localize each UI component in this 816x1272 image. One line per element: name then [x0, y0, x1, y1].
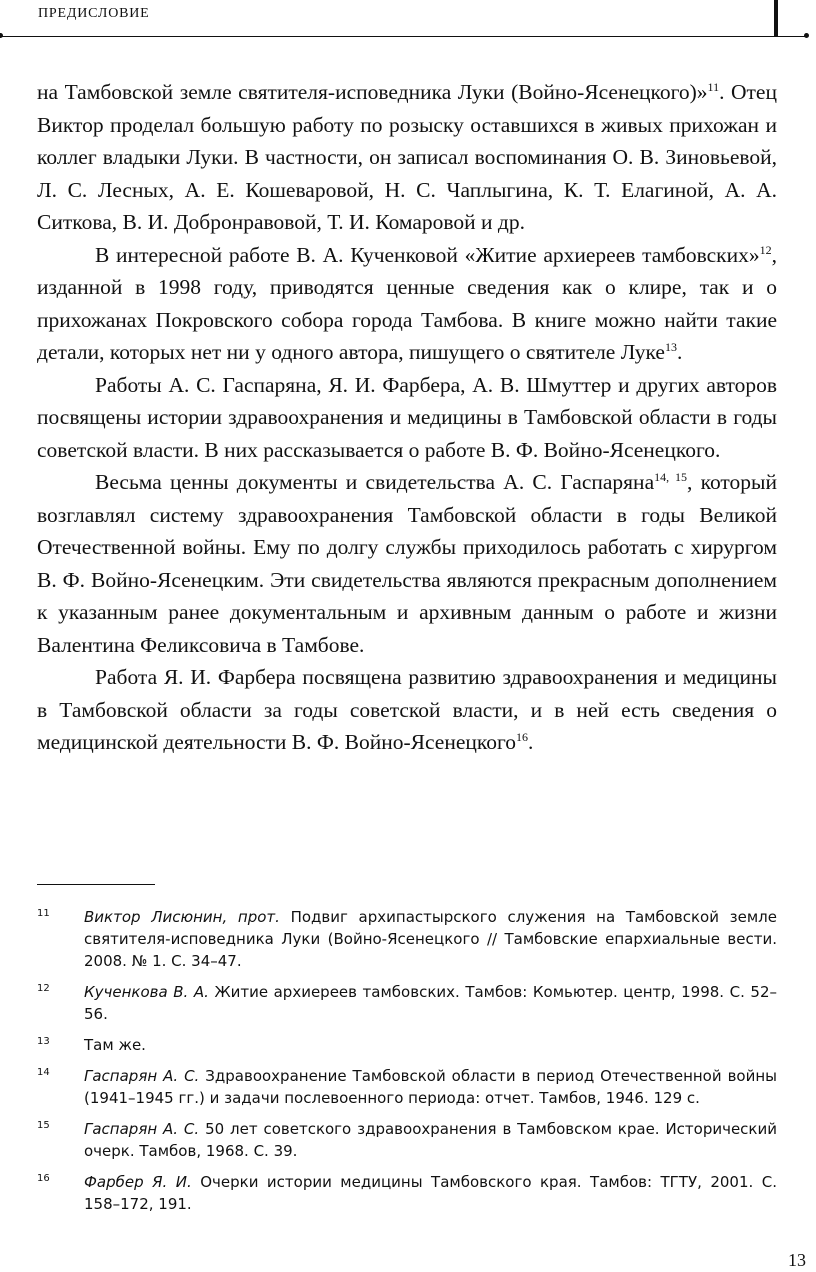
- page-number: 13: [788, 1250, 806, 1270]
- footnote-citation: Очерки истории медицины Тамбовского края. Тамбов: ТГТУ, 2001. С. 158–172, 191.: [84, 1173, 777, 1213]
- header-rule: [0, 36, 808, 37]
- footnote-citation: 50 лет советского здравоохранения в Тамбовском крае. Исторический очерк. Тамбов, 1968. С. 39.: [84, 1120, 777, 1160]
- body-paragraph: [37, 369, 777, 467]
- footnote-author: Гаспарян А. С.: [84, 1067, 200, 1085]
- paragraph-text: .: [676, 340, 683, 364]
- footnote: [37, 1171, 777, 1215]
- footnote: [37, 981, 777, 1025]
- paragraph-text: .: [528, 730, 534, 754]
- header-title: ПРЕДИСЛОВИЕ: [38, 6, 150, 21]
- footnote-separator: [37, 884, 155, 885]
- footnotes: [37, 906, 777, 1224]
- body-paragraph: [37, 76, 777, 239]
- footnote-author: Виктор Лисюнин, прот.: [84, 908, 280, 926]
- footnote-number: 16: [37, 1173, 50, 1184]
- footnote-number: 14: [37, 1067, 50, 1078]
- paragraph-text: , изданной в 1998 году, приводятся ценные сведения как о клире, так и о прихожанах Покровского собора города Тамбова. В книге можно найти такие детали, которых нет ни у одного автора, пишущего о святителе Луке: [37, 242, 777, 364]
- footnote: [37, 1065, 777, 1109]
- footnote-reference: 13: [664, 340, 677, 354]
- footnote-text: [84, 1065, 777, 1109]
- footnote: [37, 906, 777, 972]
- footnote-number: 12: [37, 983, 50, 994]
- paragraph-text: , который возглавлял систему здравоохранения Тамбовской области в годы Великой Отечественной войны. Ему по долгу службы приходилось работать с хирургом В. Ф. Войно-Ясенецким. Эти свидетельства являются прекрасным дополнением к указанным ранее документальным и архивным данным о работе и жизни Валентина Феликсовича в Тамбове.: [37, 470, 777, 657]
- paragraph-text: Работа Я. И. Фарбера посвящена развитию здравоохранения и медицины в Тамбовской области за годы советской власти, и в ней есть сведения о медицинской деятельности В. Ф. Войно-Ясенецкого: [37, 665, 777, 754]
- footnote-text: [84, 906, 777, 972]
- paragraph-text: на Тамбовской земле святителя-исповедника Луки (Войно-Ясенецкого)»: [37, 80, 708, 104]
- body-paragraph: [37, 661, 777, 759]
- header-vertical-bar: [774, 0, 778, 37]
- body-text: [37, 76, 777, 759]
- footnote-reference: 14, 15: [654, 470, 687, 484]
- footnote-reference: 12: [759, 242, 772, 257]
- footnote-author: Гаспарян А. С.: [84, 1120, 200, 1138]
- footnote-citation: Там же.: [84, 1036, 146, 1054]
- footnote-number: 13: [37, 1036, 50, 1047]
- footnote-citation: Здравоохранение Тамбовской области в период Отечественной войны (1941–1945 гг.) и задачи послевоенного периода: отчет. Тамбов, 1946. 129 с.: [84, 1067, 777, 1107]
- footnote-reference: 11: [707, 80, 720, 94]
- footnote-citation: Подвиг архипастырского служения на Тамбовской земле святителя-исповедника Луки (Войно-Ясенецкого // Тамбовские епархиальные вести. 2008. № 1. С. 34–47.: [84, 908, 777, 970]
- paragraph-text: В интересной работе В. А. Кученковой «Житие архиереев тамбовских»: [95, 242, 760, 267]
- header-rule-start-dot: [0, 33, 3, 38]
- header-rule-end-dot: [804, 33, 809, 38]
- paragraph-text: Работы А. С. Гаспаряна, Я. И. Фарбера, А. В. Шмуттер и других авторов посвящены истории здравоохранения и медицины в Тамбовской области в годы советской власти. В них рассказывается о работе В. Ф. Войно-Ясенецкого.: [37, 372, 777, 462]
- footnote-text: [84, 1171, 777, 1215]
- footnote-citation: Житие архиереев тамбовских. Тамбов: Комьютер. центр, 1998. С. 52–56.: [84, 983, 777, 1023]
- body-paragraph: [37, 466, 777, 661]
- footnote-reference: 16: [516, 730, 529, 744]
- body-paragraph: [37, 239, 777, 369]
- footnote-number: 15: [37, 1120, 50, 1131]
- footnote-text: [84, 981, 777, 1025]
- paragraph-text: . Отец Виктор проделал большую работу по розыску оставшихся в живых прихожан и коллег владыки Луки. В частности, он записал воспоминания О. В. Зиновьевой, Л. С. Лесных, А. Е. Кошеваровой, Н. С. Чаплыгина, К. Т. Елагиной, А. А. Ситкова, В. И. Добронравовой, Т. И. Комаровой и др.: [37, 80, 777, 234]
- paragraph-text: Весьма ценны документы и свидетельства А. С. Гаспаряна: [95, 470, 655, 494]
- footnote-author: Фарбер Я. И.: [84, 1173, 192, 1191]
- footnote-author: Кученкова В. А.: [84, 983, 209, 1001]
- footnote-text: [84, 1034, 777, 1056]
- footnote-number: 11: [37, 908, 50, 919]
- footnote-text: [84, 1118, 777, 1162]
- footnote: [37, 1034, 777, 1056]
- footnote: [37, 1118, 777, 1162]
